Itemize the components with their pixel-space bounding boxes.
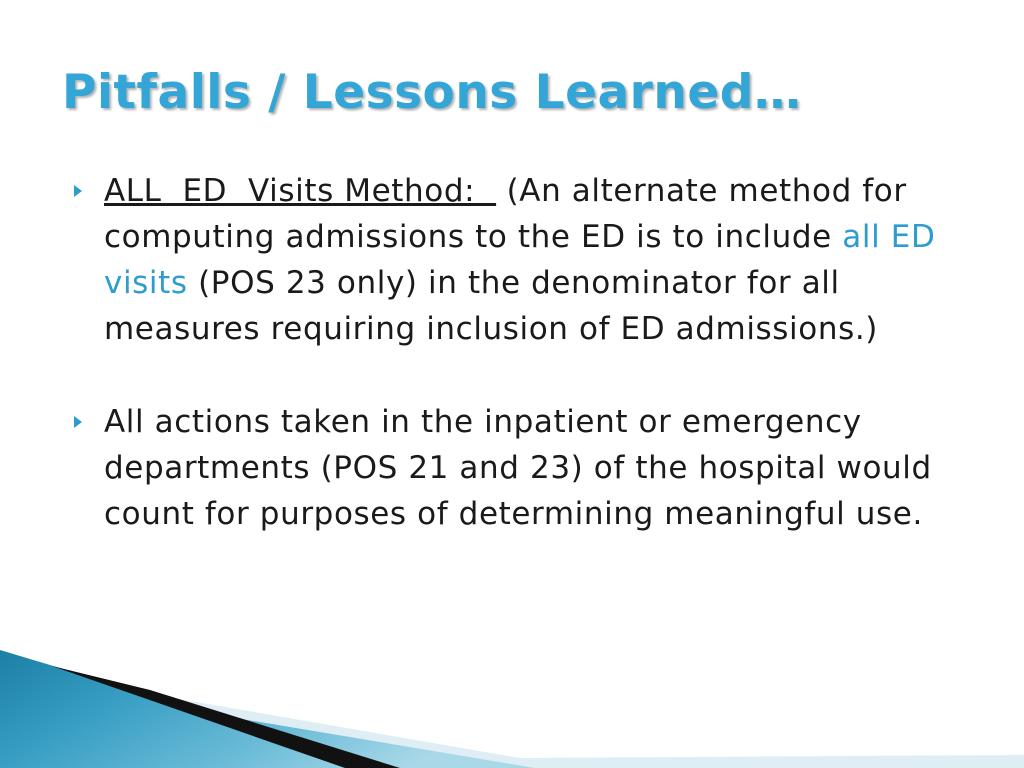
slide-title: Pitfalls / Lessons Learned… (62, 65, 802, 120)
highlight-text: all ED visits (104, 219, 936, 301)
method-label: ALL ED Visits Method: (104, 173, 497, 209)
bullet-text: All actions taken in the inpatient or emergency departments (POS 21 and 23) of the hospital would count for purposes of determining meaningful use. (104, 404, 932, 532)
dark-wave-stripe (52, 666, 400, 768)
slide-body (74, 168, 954, 537)
blue-wave-band (0, 650, 535, 768)
bullet-item-actions-taken (74, 399, 954, 537)
bullet-text-after: (POS 23 only) in the denominator for all measures requiring inclusion of ED admissions.) (104, 265, 878, 347)
bullet-text-before: (An alternate method for computing admissions to the ED is to include (104, 173, 907, 255)
bullet-item-ed-visits-method (74, 168, 954, 352)
bullet-arrow-icon (74, 185, 82, 197)
light-wave-band (0, 668, 1024, 768)
bullet-arrow-icon (74, 416, 82, 428)
bullet-text (104, 168, 954, 352)
